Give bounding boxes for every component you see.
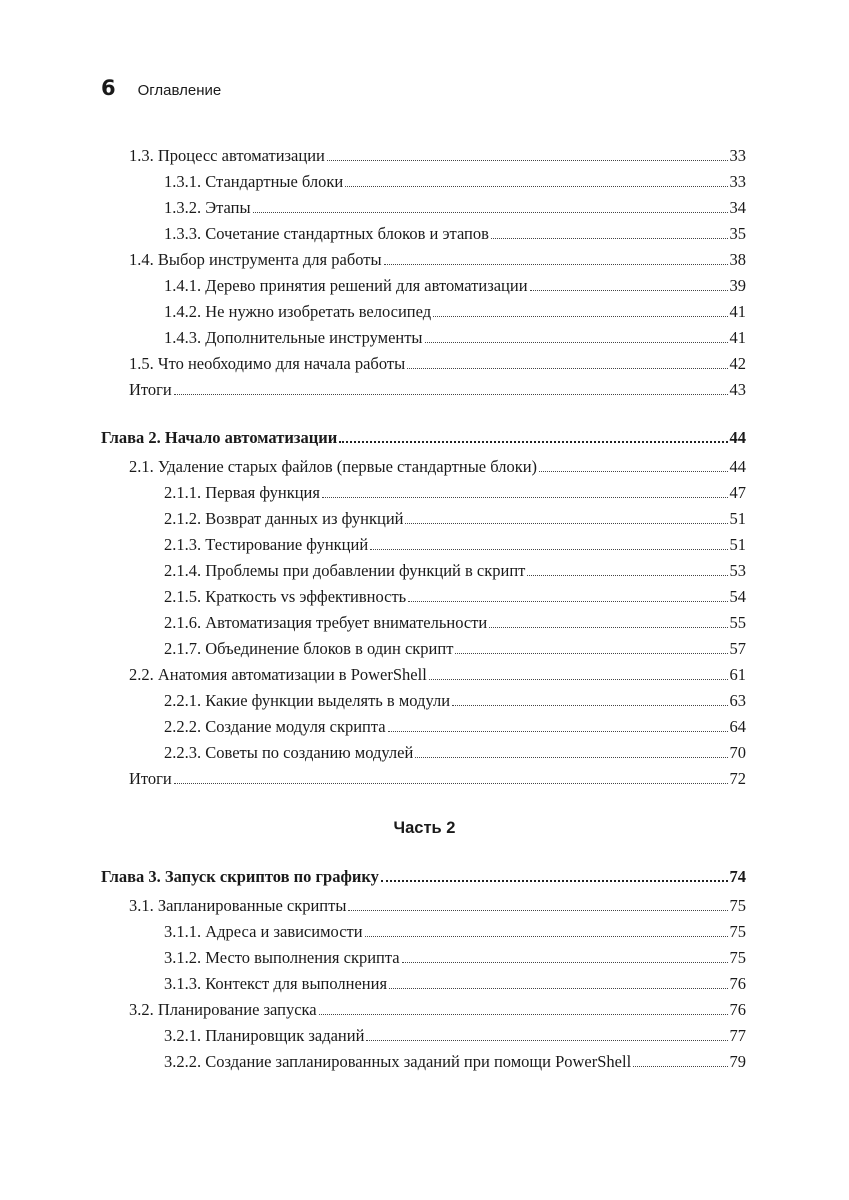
toc-entry[interactable] [164, 1020, 746, 1046]
toc-entry-page: 57 [729, 639, 746, 658]
toc-entry-page: 43 [729, 380, 746, 399]
toc-entry[interactable] [164, 322, 746, 348]
toc-entry-page: 75 [729, 922, 746, 941]
toc-entry[interactable] [164, 555, 746, 581]
toc-entry-page: 39 [729, 276, 746, 295]
toc-entry-title: 2.1.3. Тестирование функций [164, 535, 369, 554]
toc-entry[interactable] [129, 994, 746, 1020]
dot-leader [452, 705, 727, 706]
toc-entry-page: 75 [729, 896, 746, 915]
dot-leader [339, 441, 727, 443]
dot-leader [366, 1040, 727, 1041]
dot-leader [530, 290, 728, 291]
dot-leader [174, 394, 728, 395]
dot-leader [489, 627, 727, 628]
dot-leader [425, 342, 728, 343]
toc-entry[interactable] [129, 451, 746, 477]
toc-entry-page: 61 [729, 665, 746, 684]
toc-entry-page: 55 [729, 613, 746, 632]
toc-entry-page: 33 [729, 146, 746, 165]
toc-entry-page: 63 [729, 691, 746, 710]
toc-entry-page: 35 [729, 224, 746, 243]
dot-leader [527, 575, 727, 576]
toc-entry-title: 2.1.7. Объединение блоков в один скрипт [164, 639, 454, 658]
toc-entry-page: 51 [729, 509, 746, 528]
toc-entry-title: 2.1. Удаление старых файлов (первые стандартные блоки) [129, 457, 538, 476]
toc-entry[interactable] [129, 374, 746, 400]
dot-leader [384, 264, 728, 265]
toc-entry-title: 1.4.2. Не нужно изобретать велосипед [164, 302, 432, 321]
toc-entry[interactable] [164, 942, 746, 968]
toc-entry-title: 2.1.4. Проблемы при добавлении функций в скрипт [164, 561, 526, 580]
toc-entry-title: 1.4. Выбор инструмента для работы [129, 250, 382, 269]
toc-entry-title: 3.1.2. Место выполнения скрипта [164, 948, 400, 967]
toc-entry-title: 2.1.1. Первая функция [164, 483, 320, 502]
toc-entry[interactable] [164, 581, 746, 607]
dot-leader [348, 910, 727, 911]
dot-leader [429, 679, 728, 680]
toc-entry-page: 76 [729, 1000, 746, 1019]
toc-entry[interactable] [164, 218, 746, 244]
toc-entry[interactable] [164, 968, 746, 994]
toc-entry-page: 72 [729, 769, 746, 788]
toc-entry-title: 1.3.1. Стандартные блоки [164, 172, 344, 191]
dot-leader [365, 936, 728, 937]
toc-entry[interactable] [129, 348, 746, 374]
dot-leader [381, 880, 728, 882]
toc-entry[interactable] [164, 916, 746, 942]
toc-entry[interactable] [164, 685, 746, 711]
dot-leader [322, 497, 728, 498]
toc-entry-page: 34 [729, 198, 746, 217]
toc-entry-page: 64 [729, 717, 746, 736]
toc-entry-title: Итоги [129, 380, 172, 399]
dot-leader [389, 988, 727, 989]
toc-entry[interactable] [129, 763, 746, 789]
toc-entry[interactable] [129, 244, 746, 270]
dot-leader [539, 471, 727, 472]
toc-entry[interactable] [164, 1046, 746, 1072]
toc-chapter-2-list [0, 451, 849, 789]
toc-entry[interactable] [164, 166, 746, 192]
toc-section-3 [0, 861, 849, 1072]
toc-entry-page: 54 [729, 587, 746, 606]
toc-entry-page: 51 [729, 535, 746, 554]
toc-entry-title: 3.2.2. Создание запланированных заданий при помощи PowerShell [164, 1052, 632, 1071]
toc-entry[interactable] [129, 659, 746, 685]
toc-entry-title: 3.1.3. Контекст для выполнения [164, 974, 388, 993]
toc-entry-title: 1.4.3. Дополнительные инструменты [164, 328, 423, 347]
toc-entry-title: 2.2.1. Какие функции выделять в модули [164, 691, 451, 710]
toc-entry[interactable] [164, 737, 746, 763]
toc-entry-title: 1.5. Что необходимо для начала работы [129, 354, 406, 373]
toc-entry-title: 2.2.3. Советы по созданию модулей [164, 743, 414, 762]
toc-chapter-2[interactable] [101, 422, 746, 448]
toc-entry-page: 41 [729, 328, 746, 347]
page-header [101, 76, 221, 100]
dot-leader [402, 962, 728, 963]
dot-leader [407, 368, 727, 369]
dot-leader [415, 757, 727, 758]
dot-leader [455, 653, 727, 654]
running-head: Оглавление [137, 82, 222, 99]
toc-entry-page: 76 [729, 974, 746, 993]
toc-entry-page: 74 [729, 867, 746, 886]
dot-leader [408, 601, 727, 602]
toc-entry-page: 75 [729, 948, 746, 967]
toc-entry-title: 3.1.1. Адреса и зависимости [164, 922, 363, 941]
toc-section-2 [0, 422, 849, 789]
toc-entry-page: 53 [729, 561, 746, 580]
toc-section-1 [0, 140, 849, 400]
toc-entry-title: 2.1.6. Автоматизация требует внимательности [164, 613, 488, 632]
part-heading: Часть 2 [393, 819, 456, 837]
toc-entry-title: 2.2.2. Создание модуля скрипта [164, 717, 386, 736]
toc-entry[interactable] [129, 140, 746, 166]
toc-entry-title: 1.3.3. Сочетание стандартных блоков и этапов [164, 224, 489, 243]
toc-entry-page: 41 [729, 302, 746, 321]
toc-entry[interactable] [164, 192, 746, 218]
toc-entry-title: 3.2. Планирование запуска [129, 1000, 317, 1019]
toc-entry-title: 3.1. Запланированные скрипты [129, 896, 347, 915]
toc-entry-title: Итоги [129, 769, 172, 788]
toc-entry-page: 44 [729, 428, 746, 447]
toc-entry-title: 1.3. Процесс автоматизации [129, 146, 325, 165]
toc-entry[interactable] [164, 607, 746, 633]
toc-entry-page: 33 [729, 172, 746, 191]
toc-entry-page: 38 [729, 250, 746, 269]
toc-entry-title: 1.4.1. Дерево принятия решений для автоматизации [164, 276, 528, 295]
toc-chapter-3[interactable] [101, 861, 746, 887]
toc-entry-page: 70 [729, 743, 746, 762]
toc-entry-page: 79 [729, 1052, 746, 1071]
dot-leader [405, 523, 727, 524]
toc-entry-page: 44 [729, 457, 746, 476]
toc-entry[interactable] [164, 296, 746, 322]
toc-entry[interactable] [164, 529, 746, 555]
page-number: 6 [101, 76, 116, 100]
dot-leader [174, 783, 728, 784]
toc-entry-title: 2.1.2. Возврат данных из функций [164, 509, 404, 528]
toc-entry-title: 3.2.1. Планировщик заданий [164, 1026, 365, 1045]
toc-entry-title: Глава 3. Запуск скриптов по графику [101, 867, 379, 886]
toc-entry-title: Глава 2. Начало автоматизации [101, 428, 338, 447]
dot-leader [370, 549, 727, 550]
toc-entry[interactable] [129, 890, 746, 916]
toc-entry[interactable] [164, 270, 746, 296]
dot-leader [253, 212, 728, 213]
toc-entry-page: 77 [729, 1026, 746, 1045]
toc-entry-title: 2.1.5. Краткость vs эффективность [164, 587, 407, 606]
toc-entry-title: 2.2. Анатомия автоматизации в PowerShell [129, 665, 427, 684]
toc-entry[interactable] [164, 477, 746, 503]
toc-chapter-3-list [0, 890, 849, 1072]
toc-entry-page: 42 [729, 354, 746, 373]
dot-leader [388, 731, 728, 732]
dot-leader [633, 1066, 727, 1067]
toc-entry[interactable] [164, 503, 746, 529]
dot-leader [491, 238, 728, 239]
dot-leader [433, 316, 727, 317]
toc-entry[interactable] [164, 711, 746, 737]
dot-leader [345, 186, 727, 187]
toc-entry[interactable] [164, 633, 746, 659]
toc-entry-page: 47 [729, 483, 746, 502]
dot-leader [327, 160, 728, 161]
dot-leader [319, 1014, 728, 1015]
toc-entry-title: 1.3.2. Этапы [164, 198, 251, 217]
